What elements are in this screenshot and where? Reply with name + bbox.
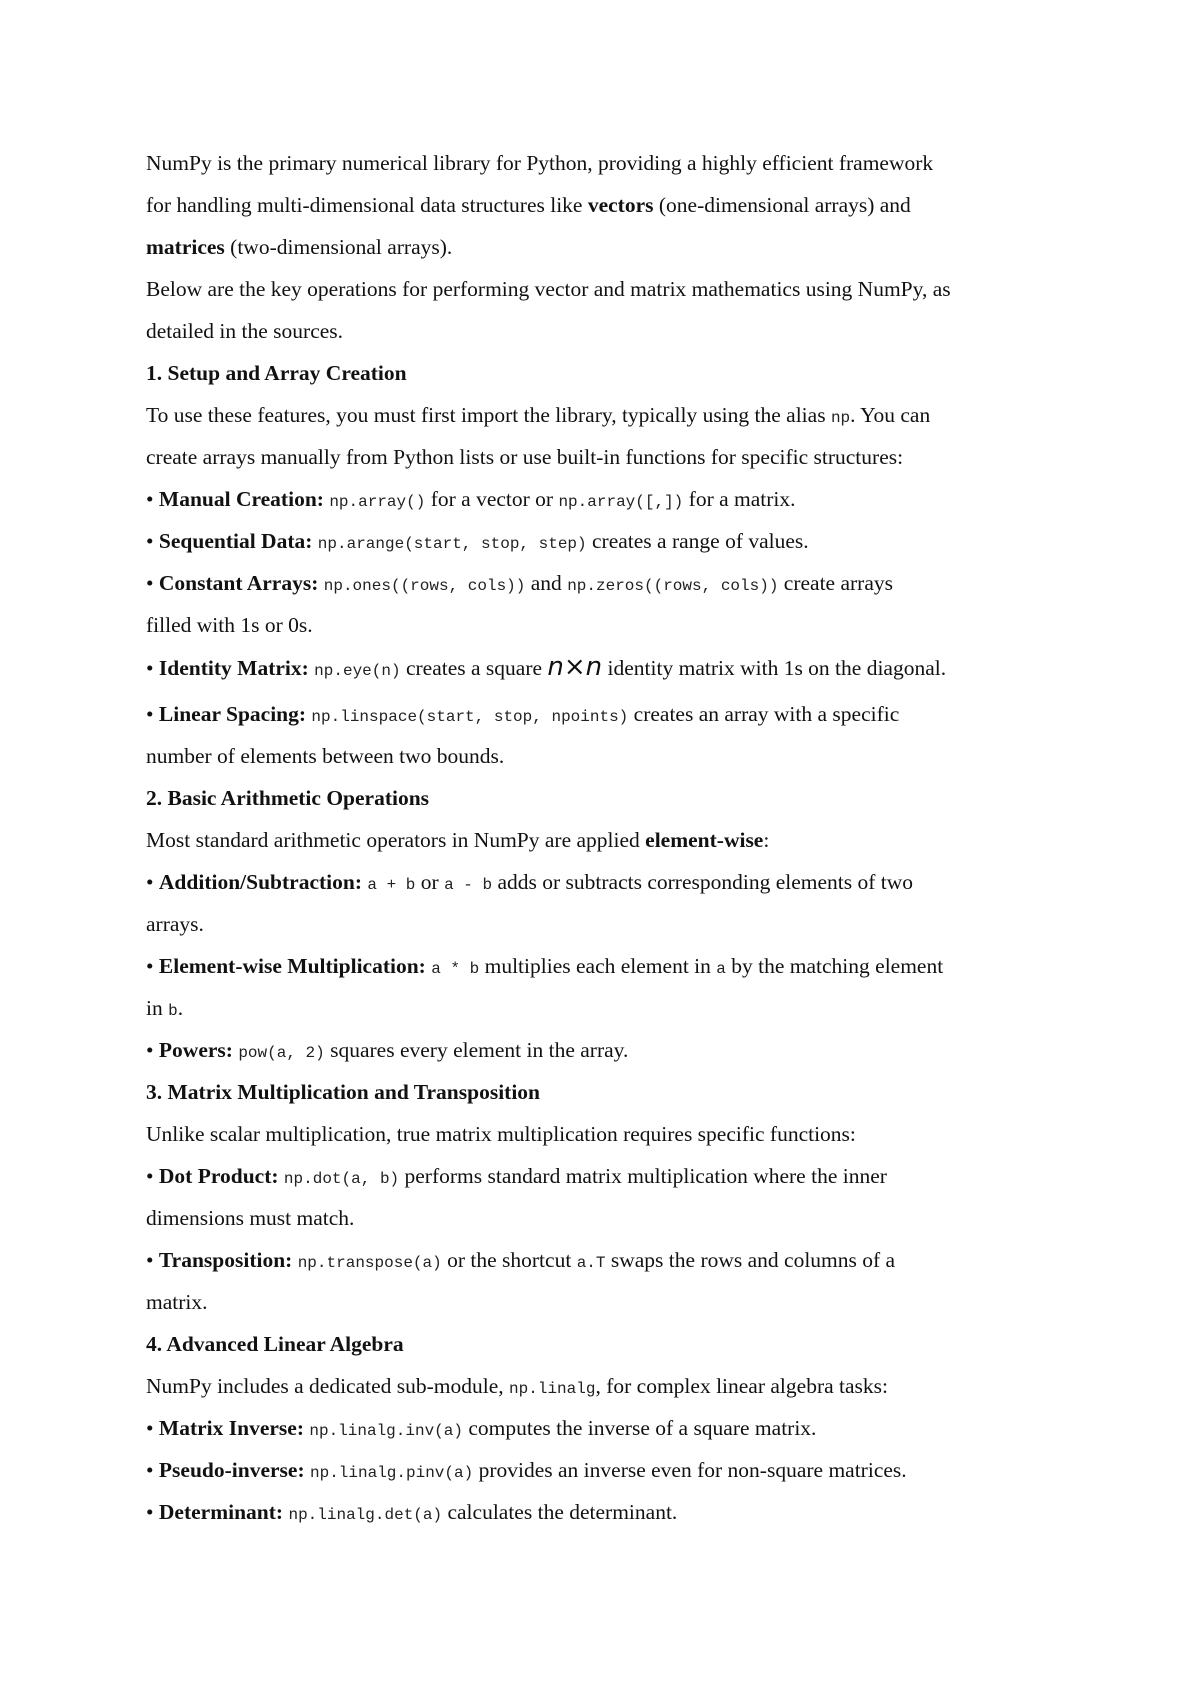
list-item <box>146 1407 1066 1449</box>
text: To use these features, you must first import the library, typically using the alias <box>146 403 831 427</box>
bullet: • <box>146 656 159 680</box>
inline-code: np.eye(n) <box>314 662 401 680</box>
inline-code: a * b <box>431 960 480 978</box>
item-label: Transposition: <box>158 1248 293 1272</box>
text: matrix. <box>146 1290 208 1314</box>
bold-term: matrices <box>146 235 225 259</box>
text: creates a range of values. <box>586 529 809 553</box>
inline-code: pow(a, 2) <box>238 1044 325 1062</box>
list-item-continuation <box>146 604 1066 646</box>
bullet: • <box>146 702 159 726</box>
section-heading: 4. Advanced Linear Algebra <box>146 1332 404 1356</box>
text: dimensions must match. <box>146 1206 355 1230</box>
paragraph-line <box>146 1365 1066 1407</box>
intro-line <box>146 184 1066 226</box>
text: creates a square <box>400 656 548 680</box>
text: Unlike scalar multiplication, true matrix multiplication requires specific functions: <box>146 1122 856 1146</box>
inline-code: a - b <box>444 876 493 894</box>
math-expression: n×n <box>547 652 603 682</box>
inline-code: np <box>830 409 851 427</box>
text: adds or subtracts corresponding elements of two <box>492 870 914 894</box>
item-label: Determinant: <box>158 1500 284 1524</box>
inline-code: np.arange(start, stop, step) <box>317 535 587 553</box>
inline-code: b <box>168 1002 178 1020</box>
bullet: • <box>146 1248 159 1272</box>
text: (two-dimensional arrays). <box>224 235 453 259</box>
list-item <box>146 520 1066 562</box>
bullet: • <box>146 954 159 978</box>
list-item <box>146 1239 1066 1281</box>
inline-code: np.linalg.det(a) <box>288 1506 443 1524</box>
list-item <box>146 945 1066 987</box>
item-label: Manual Creation: <box>158 487 324 511</box>
item-label: Pseudo-inverse: <box>158 1458 305 1482</box>
text: Below are the key operations for performing vector and matrix mathematics using NumPy, as <box>146 277 951 301</box>
text: creates an array with a specific <box>628 702 900 726</box>
list-item <box>146 693 1066 735</box>
list-item-continuation <box>146 903 1066 945</box>
text: multiplies each element in <box>479 954 717 978</box>
bold-term: element-wise <box>645 828 764 852</box>
text: detailed in the sources. <box>146 319 344 343</box>
document-body <box>146 142 1066 1533</box>
text: . You can <box>850 403 931 427</box>
item-label: Sequential Data: <box>158 529 313 553</box>
paragraph-line <box>146 394 1066 436</box>
list-item-continuation <box>146 987 1066 1029</box>
text: Most standard arithmetic operators in NumPy are applied <box>146 828 646 852</box>
bullet: • <box>146 1038 159 1062</box>
list-item <box>146 562 1066 604</box>
item-label: Matrix Inverse: <box>158 1416 304 1440</box>
inline-code: np.array() <box>329 493 426 511</box>
bullet: • <box>146 1458 159 1482</box>
text: number of elements between two bounds. <box>146 744 505 768</box>
text: . <box>177 996 184 1020</box>
text: (one-dimensional arrays) and <box>653 193 911 217</box>
text: squares every element in the array. <box>324 1038 629 1062</box>
list-item <box>146 1449 1066 1491</box>
inline-code: a + b <box>367 876 416 894</box>
text: for a vector or <box>425 487 559 511</box>
text: identity matrix with 1s on the diagonal. <box>602 656 947 680</box>
text: performs standard matrix multiplication where the inner <box>399 1164 887 1188</box>
item-label: Linear Spacing: <box>158 702 307 726</box>
item-label: Powers: <box>158 1038 233 1062</box>
text: create arrays manually from Python lists or use built-in functions for specific structures: <box>146 445 904 469</box>
item-label: Identity Matrix: <box>158 656 309 680</box>
bullet: • <box>146 487 159 511</box>
list-item-continuation <box>146 735 1066 777</box>
bullet: • <box>146 1500 159 1524</box>
inline-code: np.array([,]) <box>558 493 684 511</box>
intro-line <box>146 310 1066 352</box>
text: swaps the rows and columns of a <box>605 1248 896 1272</box>
bullet: • <box>146 571 159 595</box>
text: filled with 1s or 0s. <box>146 613 313 637</box>
text: NumPy includes a dedicated sub-module, <box>146 1374 510 1398</box>
text: or <box>415 870 445 894</box>
text: arrays. <box>146 912 204 936</box>
text: in <box>146 996 169 1020</box>
list-item-continuation <box>146 1197 1066 1239</box>
inline-code: a.T <box>576 1254 606 1272</box>
item-label: Element-wise Multiplication: <box>158 954 426 978</box>
bold-term: vectors <box>587 193 654 217</box>
list-item <box>146 1491 1066 1533</box>
item-label: Constant Arrays: <box>158 571 319 595</box>
inline-code: np.linalg.inv(a) <box>309 1422 463 1440</box>
inline-code: np.linspace(start, stop, npoints) <box>311 708 629 726</box>
text: or the shortcut <box>441 1248 577 1272</box>
section-heading: 3. Matrix Multiplication and Transposition <box>146 1080 541 1104</box>
text: : <box>763 828 770 852</box>
text: computes the inverse of a square matrix. <box>462 1416 817 1440</box>
section-heading: 1. Setup and Array Creation <box>146 361 407 385</box>
list-item-continuation <box>146 1281 1066 1323</box>
text: and <box>525 571 568 595</box>
intro-line <box>146 226 1066 268</box>
section-heading: 2. Basic Arithmetic Operations <box>146 786 430 810</box>
inline-code: np.dot(a, b) <box>283 1170 400 1188</box>
inline-code: np.linalg <box>509 1380 596 1398</box>
intro-line <box>146 268 1066 310</box>
text: for a matrix. <box>683 487 796 511</box>
paragraph-line <box>146 1113 1066 1155</box>
text: calculates the determinant. <box>442 1500 678 1524</box>
list-item <box>146 1029 1066 1071</box>
bullet: • <box>146 529 159 553</box>
bullet: • <box>146 1164 159 1188</box>
text: NumPy is the primary numerical library for Python, providing a highly efficient framework <box>146 151 934 175</box>
list-item <box>146 646 1066 693</box>
inline-code: a <box>716 960 726 978</box>
list-item <box>146 1155 1066 1197</box>
inline-code: np.linalg.pinv(a) <box>309 1464 474 1482</box>
intro-line <box>146 142 1066 184</box>
text: for handling multi-dimensional data structures like <box>146 193 588 217</box>
paragraph-line <box>146 436 1066 478</box>
item-label: Dot Product: <box>158 1164 279 1188</box>
inline-code: np.ones((rows, cols)) <box>323 577 526 595</box>
text: , for complex linear algebra tasks: <box>595 1374 888 1398</box>
inline-code: np.zeros((rows, cols)) <box>567 577 779 595</box>
item-label: Addition/Subtraction: <box>158 870 363 894</box>
text: provides an inverse even for non-square matrices. <box>473 1458 907 1482</box>
paragraph-line <box>146 819 1066 861</box>
list-item <box>146 861 1066 903</box>
bullet: • <box>146 870 159 894</box>
list-item <box>146 478 1066 520</box>
inline-code: np.transpose(a) <box>297 1254 442 1272</box>
text: by the matching element <box>725 954 944 978</box>
text: create arrays <box>778 571 893 595</box>
bullet: • <box>146 1416 159 1440</box>
